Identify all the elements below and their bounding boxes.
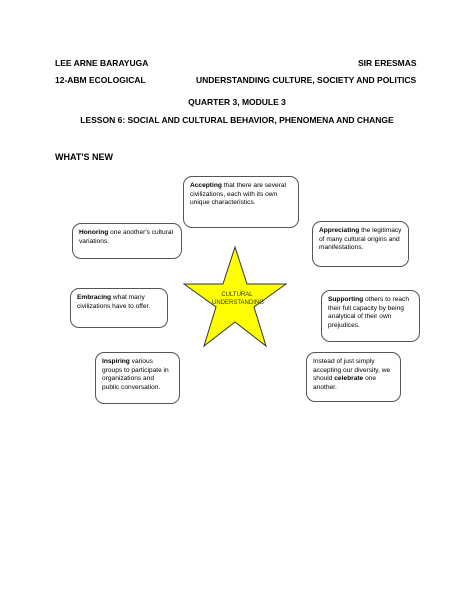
text-honoring: one another's cultural variations. — [79, 229, 173, 245]
box-inspiring — [95, 352, 180, 404]
center-label-line2: UNDERSTANDING — [212, 299, 264, 306]
box-supporting — [321, 290, 420, 342]
keyword-appreciating: Appreciating — [319, 227, 360, 234]
box-appreciating — [312, 221, 409, 267]
box-accepting — [183, 176, 299, 228]
student-name: LEE ARNE BARAYUGA — [55, 58, 149, 68]
keyword-celebrate: celebrate — [334, 375, 364, 383]
lesson-title: LESSON 6: SOCIAL AND CULTURAL BEHAVIOR, PHENOMENA AND CHANGE — [80, 115, 394, 125]
teacher-name: SIR ERESMAS — [358, 58, 417, 68]
text-accepting: that there are several civilizations, each with its own unique characteristics. — [190, 182, 287, 207]
subject-title: UNDERSTANDING CULTURE, SOCIETY AND POLITICS — [196, 75, 417, 85]
text-appreciating: the legitimacy of many cultural origins and manifestations. — [319, 227, 402, 252]
text-celebrate: one another. — [313, 375, 377, 391]
keyword-inspiring: Inspiring — [102, 358, 130, 365]
text-embracing: what many civilizations have to offer. — [77, 294, 151, 310]
keyword-accepting: Accepting — [190, 182, 222, 189]
text-celebrate-pre: Instead of just simply accepting our diversity, we should — [313, 358, 391, 383]
keyword-embracing: Embracing — [77, 294, 112, 301]
section-label: 12-ABM ECOLOGICAL — [55, 75, 146, 85]
box-embracing — [70, 288, 168, 328]
text-inspiring: various groups to participate in organizations and public conversation. — [102, 358, 169, 391]
text-supporting: others to reach their full capacity by being analytical of their own prejudices. — [328, 296, 409, 329]
center-label-line1: CULTURAL — [221, 292, 253, 298]
center-label — [212, 292, 262, 307]
section-title: WHAT'S NEW — [55, 152, 113, 162]
keyword-supporting: Supporting — [328, 296, 364, 303]
keyword-honoring: Honoring — [79, 229, 109, 236]
box-honoring — [72, 223, 182, 259]
quarter-module: QUARTER 3, MODULE 3 — [188, 97, 286, 107]
box-celebrate — [306, 352, 401, 402]
